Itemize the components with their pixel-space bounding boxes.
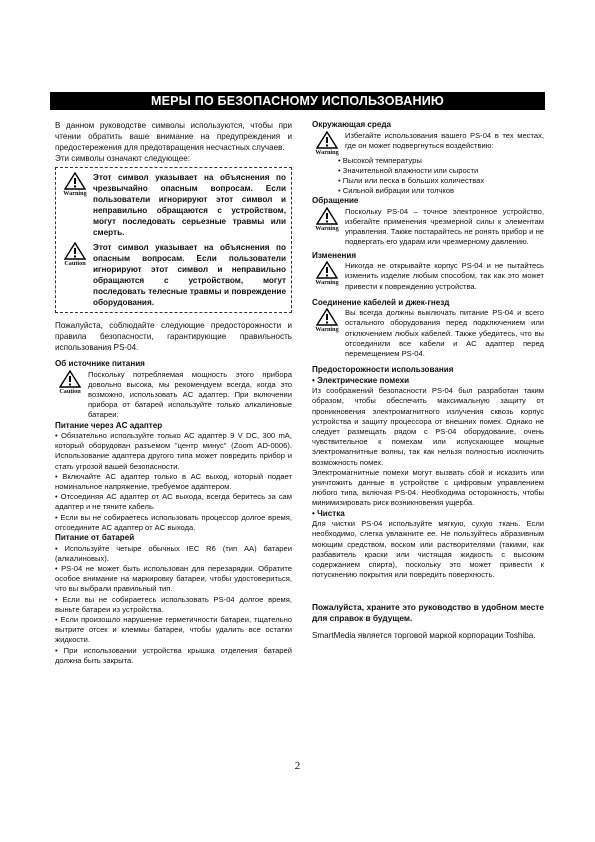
environment-heading: Окружающая среда (312, 120, 392, 129)
handling-block (312, 207, 544, 248)
warning-icon (312, 207, 342, 232)
cables-text: Вы всегда должны выключать питание PS-04 и всего остального оборудования перед подключением или отключением любых кабелей. Также убедитесь, что вы отсоединили все кабели и AC адаптер перед перемещением PS-04. (345, 308, 544, 359)
list-item: • Сильной вибрации или толчков (338, 186, 455, 196)
intro-paragraph: В данном руководстве символы используются, чтобы при чтении обратить ваше внимание на предупреждения и предостережения для предотвращения несчастных случаев. (55, 121, 292, 152)
caution-icon-label: Caution (59, 387, 81, 395)
modifications-block (312, 261, 544, 292)
environment-text: Избегайте использования вашего PS-04 в тех местах, где он может подвергнуться воздействию: (345, 130, 544, 150)
warning-icon (312, 261, 342, 286)
right-column (312, 120, 544, 641)
warning-icon (312, 308, 342, 333)
power-heading: Об источнике питания (55, 359, 145, 368)
battery-item: • Используйте четыре обычных IEC R6 (тип AA) батареи (алкалиновых). (55, 543, 292, 563)
environment-block (312, 131, 544, 156)
warning-icon (60, 172, 90, 197)
battery-item: • Если вы не собираетесь использовать PS-04 долгое время, выньте батареи из устройства. (55, 594, 292, 614)
caution-icon-label: Caution (64, 260, 86, 267)
cleaning-heading: • Чистка (312, 508, 345, 518)
caution-icon (60, 242, 90, 267)
modifications-text: Никогда не открывайте корпус PS-04 и не пытайтесь изменить изделие любым способом, так как это может привести к повреждению устройства. (345, 261, 544, 291)
cables-heading: Соединение кабелей и джек-гнезд (312, 297, 450, 307)
power-text: Поскольку потребляемая мощность этого прибора довольно высока, мы рекомендуем всегда, когда это возможно, использовать AC адаптер. При включении прибора от батарей используйте только алкалиновые батареи. (88, 369, 292, 420)
power-block (55, 370, 292, 421)
adapter-item: • Обязательно используйте только AC адаптер 9 V DC, 300 mA, который оборудован разъемом "центр минус" (Zoom AD-0006). Использование адаптера другого типа может повредить прибор и стать угрозой вашей безопасности. (55, 431, 292, 471)
follow-paragraph: Пожалуйста, соблюдайте следующие предосторожности и правила безопасности, гарантирующие правильность использования PS-04. (55, 321, 292, 352)
modifications-heading: Изменения (312, 250, 357, 260)
page-number: 2 (294, 760, 301, 772)
trademark-note: SmartMedia является торговой маркой корпорации Toshiba. (312, 631, 536, 641)
left-column (55, 120, 292, 666)
caution-legend-text: Этот символ указывает на объяснения по опасным вопросам. Если пользователи игнорируют этот символ и неправильно обращаются с устройством, могут последовать телесные травмы и повреждение оборудования. (93, 243, 286, 307)
warning-icon-label: Warning (315, 279, 339, 287)
environment-list (312, 156, 544, 197)
adapter-item: • Отсоединяя AC адаптер от AC выхода, всегда беритесь за сам адаптер и не тяните кабель. (55, 492, 292, 512)
warning-icon-label: Warning (315, 148, 339, 156)
adapter-item: • Если вы не собираетесь использовать процессор долгое время, отсоедините AC адаптер от AC выхода. (55, 512, 292, 532)
interference-text: Электромагнитные помехи могут вызвать сбой и исказить или уничтожить данные в устройстве с цифровым управлением любого типа, включая PS-04. Необходима осторожность, чтобы минимизировать риск возникновения ущерба. (312, 467, 544, 508)
interference-text: Из соображений безопасности PS-04 был разработан таким образом, чтобы обеспечить максимальную защиту от проникновения электромагнитного излучения сквозь корпус устройства и защиту процессора от внешних помех. Однако не следует размещать рядом с PS-04 оборудование, очень чувствительное к помехам или испускающее мощные электромагнитные волны, так как нельзя полностью исключить возможность помех. (312, 386, 544, 467)
warning-legend-row (60, 172, 286, 238)
handling-text: Поскольку PS-04 – точное электронное устройство, избегайте применения чрезмерной силы к элементам управления. Также постарайтесь не ронять прибор и не подвергать его ударам или чрезмерному давлению. (345, 206, 544, 247)
interference-heading: • Электрические помехи (312, 375, 410, 385)
warning-icon-label: Warning (315, 326, 339, 334)
battery-item: • При использовании устройства крышка отделения батарей должна быть закрыта. (55, 645, 292, 665)
handling-heading: Обращение (312, 196, 359, 206)
warning-icon (312, 131, 342, 156)
battery-item: • PS-04 не может быть использован для перезарядки. Обратите особое внимание на маркировку батареи, чтобы удостовериться, что вы выбрали правильный тип. (55, 563, 292, 594)
section-title: МЕРЫ ПО БЕЗОПАСНОМУ ИСПОЛЬЗОВАНИЮ (50, 92, 545, 110)
list-item: • Пыли или песка в больших количествах (338, 175, 485, 185)
caution-icon (55, 370, 85, 395)
cables-block (312, 308, 544, 359)
list-item: • Высокой температуры (338, 155, 422, 165)
battery-item: • Если произошло нарушение герметичности батареи, тщательно вытрите отсек и клеммы батареи, чтобы удалить все остатки жидкости. (55, 614, 292, 645)
warning-icon-label: Warning (315, 224, 339, 232)
precautions-heading: Предосторожности использования (312, 365, 454, 375)
symbol-legend-box (55, 167, 292, 313)
adapter-item: • Включайте AC адаптер только в AC выход, который подает номинальное напряжение, требуемое адаптером. (55, 471, 292, 492)
intro-symbols-line: Эти символы означают следующее: (55, 154, 190, 163)
list-item: • Значительной влажности или сырости (338, 165, 479, 175)
adapter-heading: Питание через AC адаптер (55, 420, 163, 430)
caution-legend-row (60, 242, 286, 308)
warning-icon-label: Warning (63, 190, 87, 197)
battery-heading: Питание от батарей (55, 533, 135, 543)
cleaning-text: Для чистки PS-04 используйте мягкую, сухую ткань. Если необходимо, слегка увлажните ее. Не пользуйтесь абразивным моющим средством, воском или растворителями (такими, как разбавитель краски или чистящая жидкость с высоким содержанием спирта), поскольку это может привести к потускнению покрытия или повредить поверхность. (312, 519, 544, 580)
warning-legend-text: Этот символ указывает на объяснения по чрезвычайно опасным вопросам. Если пользователи игнорируют этот символ и неправильно обращаются с устройством, могут последовать серьезные травмы или смерть. (93, 173, 286, 237)
keep-manual-note: Пожалуйста, храните это руководство в удобном месте для справок в будущем. (312, 602, 544, 624)
